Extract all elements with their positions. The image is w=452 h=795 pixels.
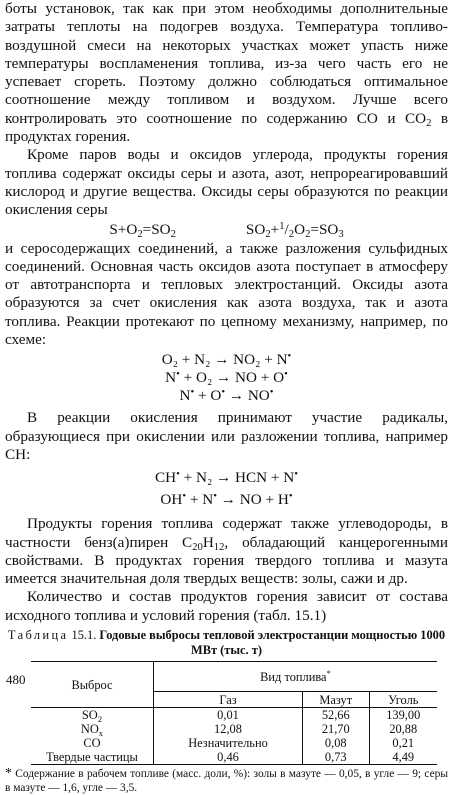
cell: 21,70 — [303, 722, 370, 736]
paragraph-4: В реакции окисления принимают участие радикалы, образующиеся при окислении или разложении топлива, например CH: — [5, 409, 448, 463]
nitrogen-equation-1: O₂ + N₂ → NO₂ + N• — [161, 351, 292, 369]
table-row — [31, 708, 437, 723]
cell: 0,08 — [303, 736, 370, 750]
cell: 0,46 — [154, 750, 303, 765]
paragraph-3: и серосодержащих соединений, а также разложения сульфидных соединений. Основная часть оксидов азота поступает в атмосферу от автотранспорта и тепловых электростанций. Оксиды азота образуются за счет окисления как азота воздуха, так и азота топлива. Реакции протекают по цепному механизму, например, по схеме: — [5, 239, 448, 349]
emissions-table — [31, 661, 437, 765]
table-caption: Таблица 15.1. Годовые выбросы тепловой электростанции мощностью 1000 МВт (тыс. т) — [7, 628, 446, 657]
subheader-gas: Газ — [154, 692, 303, 708]
row-label: $NO_x$ — [80, 722, 104, 739]
radical-equation-1: CH• + N₂ → HCN + N• — [155, 469, 298, 487]
table-footnote: * Содержание в рабочем топливе (масс. доли, %): золы в мазуте — 0,05, в угле — 9; серы в мазуте — 1,6, угле — 3,5. — [5, 766, 448, 794]
equation-sulfur-2: $SO_2+^1/_2O_2=SO_3$ — [245, 220, 344, 240]
sulfur-equations — [5, 221, 448, 239]
header-emission: Выброс — [31, 662, 154, 708]
paragraph-2: Кроме паров воды и оксидов углерода, продукты горения топлива содержат оксиды серы и азота, азот, непрореагировавший кислород и другие вещества. Оксиды серы образуются по реакции окисления серы — [5, 146, 448, 219]
cell: 52,66 — [303, 708, 370, 723]
paragraph-6: Количество и состав продуктов горения зависит от состава исходного топлива и условий горения (табл. 15.1) — [5, 588, 448, 624]
cell: 0,21 — [369, 736, 437, 750]
cell: 0,01 — [154, 708, 303, 723]
nitrogen-equation-2: N• + O₂ → NO + O• — [165, 369, 288, 387]
header-fuel-type: Вид топлива* — [154, 662, 438, 692]
row-label: Твердые частицы — [31, 750, 154, 765]
book-page — [5, 0, 448, 795]
table-row — [31, 736, 437, 750]
paragraph-1: боты установок, так как при этом необходимы дополнительные затраты теплоты на подогрев воздуха. Температура топливо-воздушной смеси на некоторых участках может упасть ниже температуры воспламенения топлива, из-за чего часть его не успевает сгореть. Поэтому должно соблюдаться оптимальное соотношение между топливом и воздухом. Лучше всего контролировать это соотношение по содержанию CO и $CO_2$ в продуктах горения. — [5, 0, 449, 146]
subheader-fuel-oil: Мазут — [303, 692, 370, 708]
paragraph-5: Продукты горения топлива содержат также углеводороды, в частности бенз(а)пирен $C_{20}H_{12}$, обладающий канцерогенными свойствами. В продуктах горения твердого топлива и мазута имеется значительная доля твердых веществ: золы, сажи и др. — [5, 515, 448, 588]
cell: 20,88 — [369, 722, 437, 736]
table-row — [31, 750, 437, 765]
equation-sulfur-1: $S+O_2=SO_2$ — [109, 220, 176, 240]
subheader-coal: Уголь — [369, 692, 437, 708]
row-label: $SO_2$ — [81, 708, 103, 725]
cell: 139,00 — [369, 708, 437, 723]
cell: 12,08 — [154, 722, 303, 736]
cell: 4,49 — [369, 750, 437, 765]
radical-equation-2: OH• + N• → NO + H• — [160, 491, 293, 509]
row-label: CO — [83, 736, 101, 751]
nitrogen-equation-3: N• + O• → NO• — [179, 387, 274, 405]
table-row — [31, 722, 437, 736]
cell: 0,73 — [303, 750, 370, 765]
page-number: 480 — [6, 672, 26, 687]
cell: Незначительно — [154, 736, 303, 750]
